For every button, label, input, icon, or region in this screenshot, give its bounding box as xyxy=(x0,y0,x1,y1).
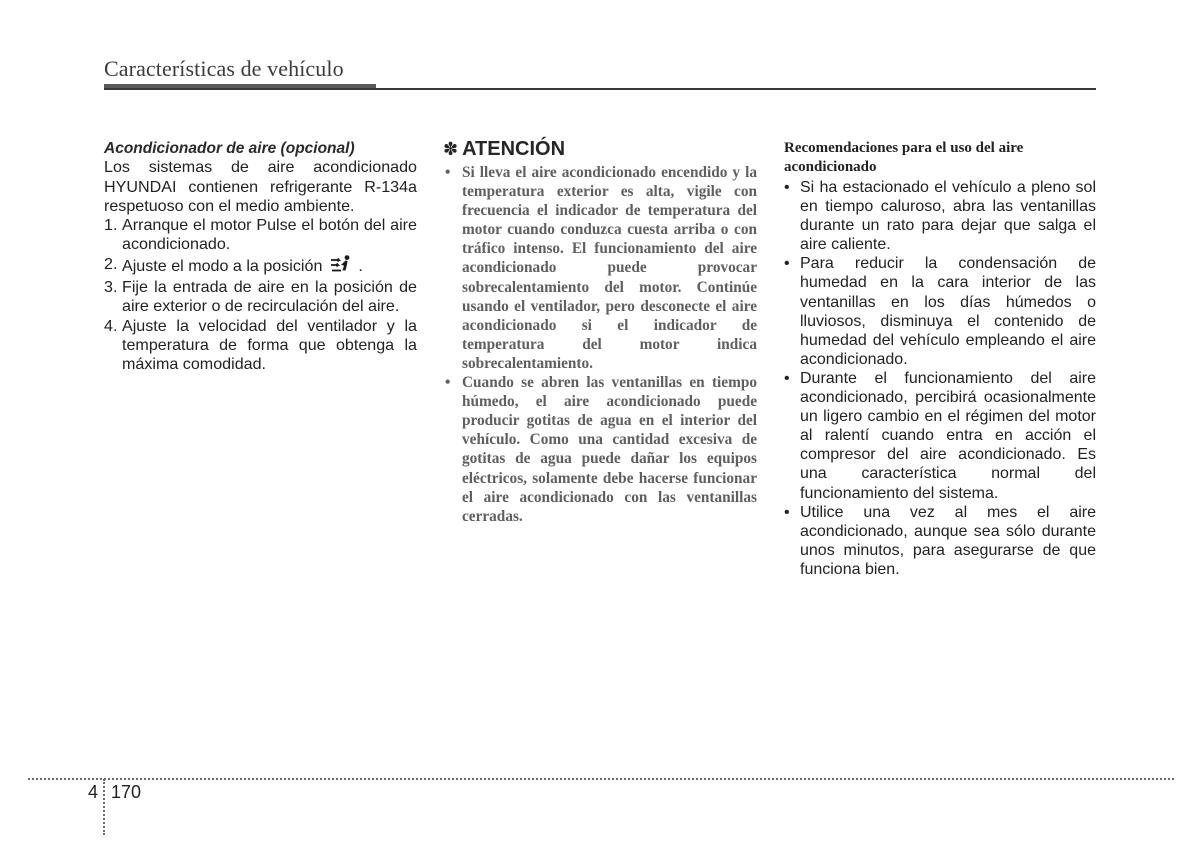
list-item xyxy=(784,254,1096,369)
bullet-icon: • xyxy=(445,374,451,392)
attention-heading xyxy=(443,137,757,161)
step-text: Fije la entrada de aire en la posición de aire exterior o de recirculación del aire. xyxy=(122,278,417,316)
recommendation-text: Utilice una vez al mes el aire acondicionado, aunque sea sólo durante unos minutos, para asegurarse de que funciona bien. xyxy=(800,503,1096,578)
step-text-before-icon: Ajuste el modo a la posición xyxy=(122,256,323,275)
ac-intro-paragraph: Los sistemas de aire acondicionado HYUNDAI contienen refrigerante R-134a respetuoso con el medio ambiente. xyxy=(104,158,417,215)
bullet-icon: • xyxy=(784,503,790,521)
attention-heading-text: ATENCIÓN xyxy=(462,138,566,160)
list-item xyxy=(443,373,757,526)
step-text: Arranque el motor Pulse el botón del aire acondicionado. xyxy=(122,216,417,254)
bullet-icon: • xyxy=(784,255,790,273)
step-number: 3. xyxy=(104,278,118,297)
list-item xyxy=(104,255,417,278)
list-item xyxy=(784,369,1096,503)
ac-steps-list xyxy=(104,216,417,374)
bullet-icon: • xyxy=(784,369,790,387)
bullet-icon: • xyxy=(445,164,451,181)
list-item xyxy=(104,278,417,317)
list-item xyxy=(784,503,1096,579)
chapter-number: 4 xyxy=(88,782,99,802)
attention-item-text: Cuando se abren las ventanillas en tiempo húmedo, el aire acondicionado puede producir gotitas de agua en el interior del vehículo. Como una cantidad excesiva de gotitas de agua puede dañar los equipos eléctricos, solamente debe hacerse funcionar el aire acondicionado con las ventanillas cerradas. xyxy=(462,374,757,525)
bullet-icon: • xyxy=(784,179,790,196)
attention-column xyxy=(443,137,757,526)
footer-dotted-rule xyxy=(28,778,1174,780)
attention-list xyxy=(443,163,757,526)
step-text xyxy=(122,255,417,278)
ac-section-heading: Acondicionador de aire (opcional) xyxy=(104,140,355,157)
step-number: 1. xyxy=(104,216,118,235)
recommendation-text: Durante el funcionamiento del aire acondicionado, percibirá ocasionalmente un ligero cambio en el régimen del motor al ralentí cuando entra en acción el compresor del aire acondicionado. Es una característica normal del funcionamiento del sistema. xyxy=(800,369,1096,502)
recommendations-column xyxy=(784,137,1096,579)
step-text: Ajuste la velocidad del ventilador y la temperatura de forma que obtenga la máxima comodidad. xyxy=(122,316,417,374)
list-item xyxy=(104,317,417,375)
step-text-after-icon: . xyxy=(358,256,363,275)
asterisk-icon: ✽ xyxy=(443,139,459,159)
step-number: 4. xyxy=(104,316,118,335)
recommendations-list xyxy=(784,178,1096,579)
page-header-title: Características de vehículo xyxy=(104,56,344,81)
recommendation-text: Para reducir la condensación de humedad en la cara interior de las ventanillas en los días húmedos o lluviosos, disminuya el contenido de humedad del vehículo empleando el aire acondicionado. xyxy=(800,255,1096,368)
list-item xyxy=(784,178,1096,254)
footer-dotted-divider xyxy=(103,779,105,835)
page-number: 170 xyxy=(111,782,142,802)
left-column xyxy=(104,137,417,375)
attention-item-text: Si lleva el aire acondicionado encendido y la temperatura exterior es alta, vigile con frecuencia el indicador de temperatura del motor cuando conduzca cuesta arriba o con tráfico intenso. El funcionamiento del aire acondicionado puede provocar sobrecalentamiento del motor. Continúe usando el ventilador, pero desconecte el aire acondicionado si el indicador de temperatura del motor indica sobrecalentamiento. xyxy=(462,164,757,372)
recommendations-heading: Recomendaciones para el uso del aire acondicionado xyxy=(784,140,1024,175)
step-number: 2. xyxy=(104,254,118,273)
header-rule xyxy=(104,88,1096,90)
list-item xyxy=(443,163,757,373)
list-item xyxy=(104,216,417,255)
recommendation-text: Si ha estacionado el vehículo a pleno sol en tiempo caluroso, abra las ventanillas durante un rato para dejar que salga el aire caliente. xyxy=(800,179,1096,254)
floor-mode-icon xyxy=(330,255,352,278)
